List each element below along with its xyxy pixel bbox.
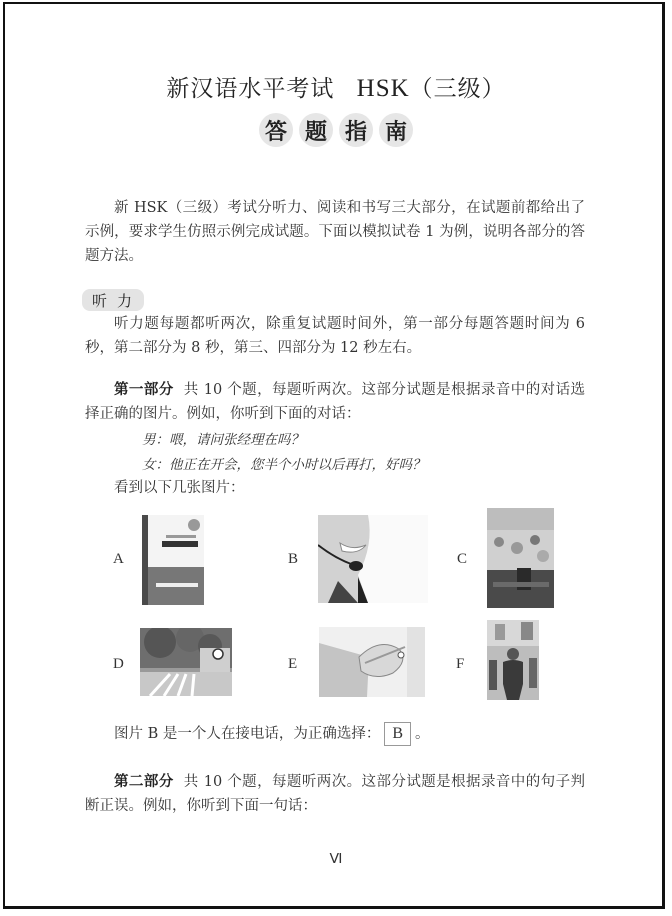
part1-heading: 第一部分 [114,381,174,398]
option-label-d: D [113,656,124,672]
part1-text: 共 10 个题，每题听两次。这部分试题是根据录音中的对话选择正确的图片。例如，你听到下面的对话： [85,382,586,422]
part2-text: 共 10 个题，每题听两次。这部分试题是根据录音中的句子判断正误。例如，你听到下面一句话： [85,774,586,814]
image-woman-with-headset [318,515,428,603]
intro-paragraph: 新 HSK（三级）考试分听力、阅读和书写三大部分，在试题前都给出了示例，要求学生仿照示例完成试题。下面以模拟试卷 1 为例，说明各部分的答题方法。 [85,200,585,264]
subtitle-char: 题 [299,113,333,147]
listening-intro: 听力题每题都听两次，除重复试题时间外，第一部分每题答题时间为 6 秒，第二部分为 8 秒，第三、四部分为 12 秒左右。 [85,316,585,356]
option-label-a: A [113,551,124,567]
subtitle-answer-guide [0,113,672,147]
see-images-text: 看到以下几张图片： [114,480,245,496]
option-label-f: F [456,656,465,672]
part2-heading: 第二部分 [114,773,174,790]
option-label-e: E [288,656,298,672]
image-book-cover [140,511,210,607]
title-level: （三级） [409,76,506,102]
section-tag-listening: 听力 [82,289,144,311]
title-chinese: 新汉语水平考试 [166,76,335,102]
option-label-b: B [288,551,299,567]
subtitle-char: 南 [379,113,413,147]
subtitle-char: 指 [339,113,373,147]
title-hsk: HSK [356,75,410,102]
option-label-c: C [457,551,468,567]
answer-prefix: 图片 B 是一个人在接电话，为正确选择： [114,726,381,742]
answer-box: B [384,722,411,746]
subtitle-char: 答 [259,113,293,147]
dialog-line-female: 女：他正在开会，您半个小时以后再打，好吗？ [142,457,426,473]
part2-paragraph [85,770,585,818]
page-number: Ⅵ [329,852,343,867]
image-holding-hands [319,627,425,697]
part1-paragraph [85,378,585,426]
answer-sentence [114,722,614,746]
image-tree-lined-street [140,628,232,696]
image-restaurant-interior [487,508,554,608]
answer-suffix: 。 [415,726,430,742]
image-woman-on-street [487,620,539,700]
page-title [0,70,672,103]
dialog-line-male: 男：喂，请问张经理在吗？ [142,432,304,448]
